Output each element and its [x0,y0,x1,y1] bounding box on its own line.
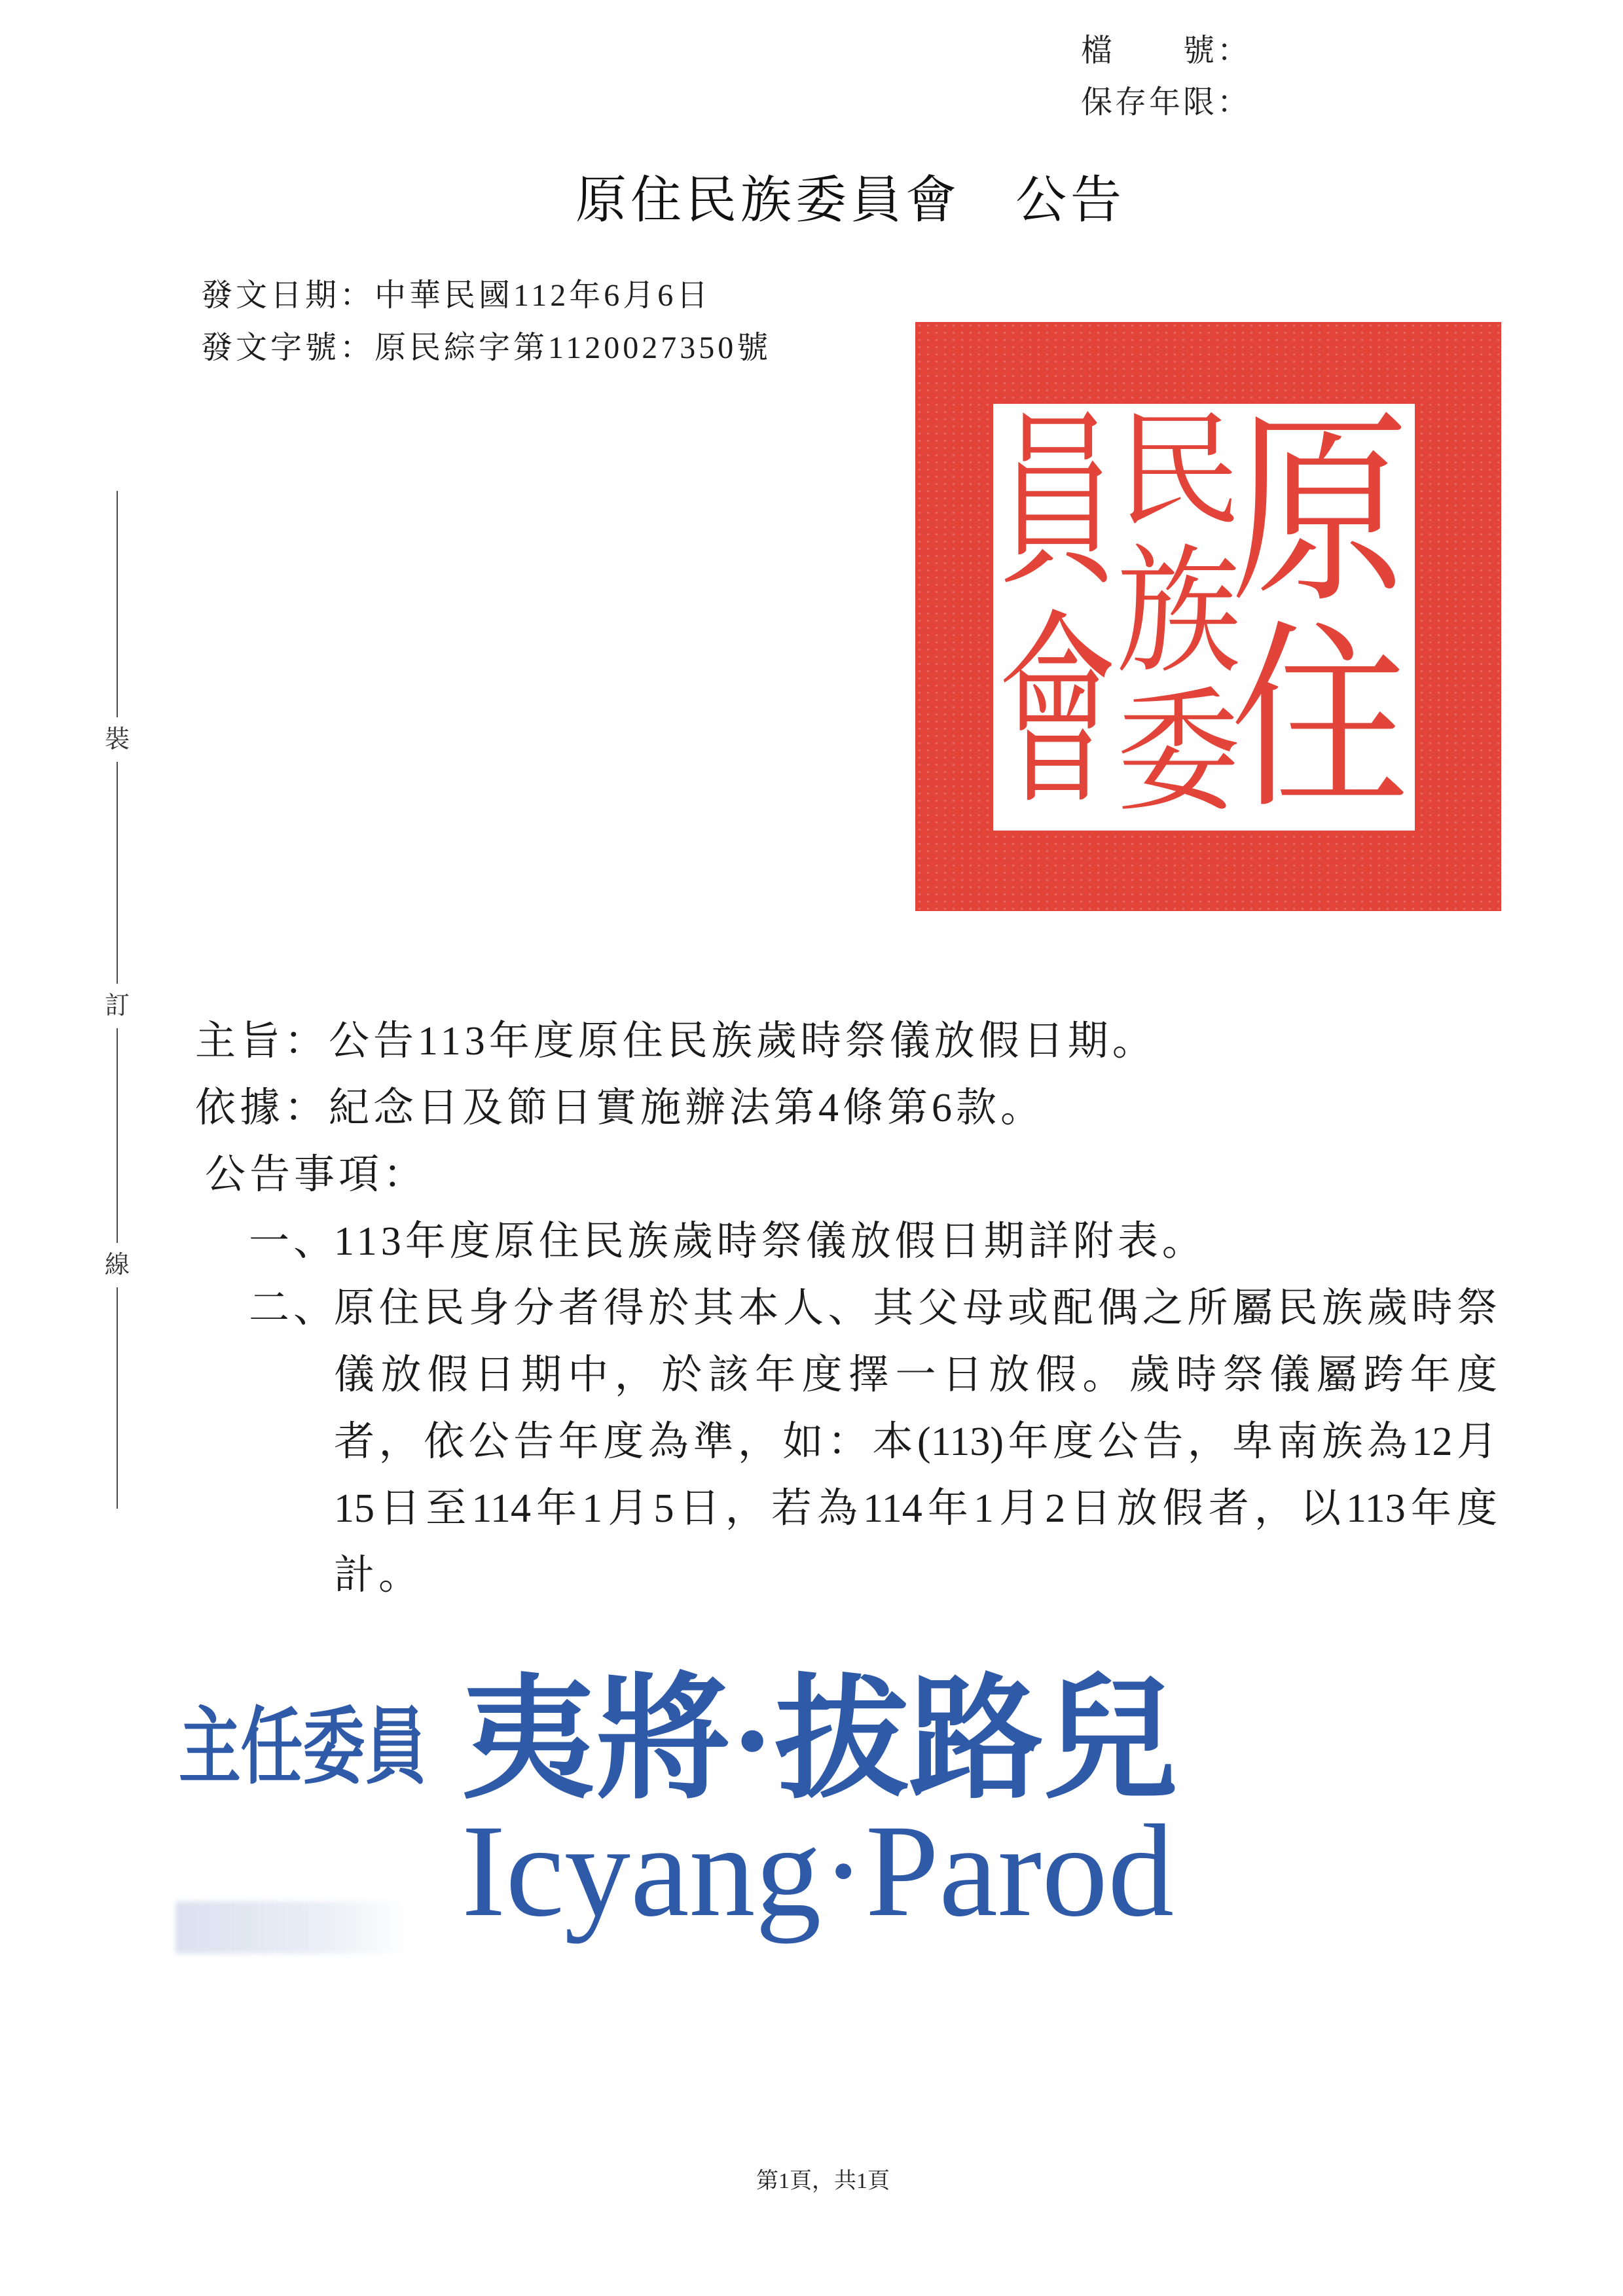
stamp-smudge [175,1901,411,1954]
seal-char: 委 [1116,673,1241,831]
issue-date [201,278,711,314]
retention-period-label: 保存年限： [1081,85,1252,120]
notice-item-line: 113年度原住民族歲時祭儀放假日期詳附表。 [334,1219,1207,1264]
subject-text: 公告113年度原住民族歲時祭儀放假日期。 [329,1019,1157,1064]
seal-char: 會 [998,592,1117,831]
notice-item-line: 者，依公告年度為準，如：本(113)年度公告，卑南族為12月 [334,1420,1497,1464]
notice-item-number: 一、 [249,1219,338,1264]
issue-date-label: 發文日期： [201,278,375,313]
issue-date-value: 中華民國112年6月6日 [374,278,712,313]
notice-item-line: 計。 [334,1553,424,1598]
basis-text: 紀念日及節日實施辦法第4條第6款。 [329,1086,1046,1130]
page-number: 第1頁，共1頁 [756,2169,890,2193]
signatory-title: 主任委員 [179,1701,427,1794]
seal-char: 原 [1230,404,1409,632]
basis-label: 依據： [195,1086,329,1130]
subject-label: 主旨： [195,1019,329,1064]
seal-char: 員 [998,404,1117,613]
issue-reference-label: 發文字號： [201,331,375,365]
binding-mark-xian: 線 [104,1243,130,1287]
binding-mark-zhuang: 裝 [104,717,130,762]
seal-face [993,404,1415,831]
title-document-type: 公告 [1015,171,1126,228]
notice-item-number: 二、 [249,1286,338,1331]
notice-item [195,1208,1504,1275]
notice-item [195,1275,1504,1609]
notice-item-line: 15日至114年1月5日，若為114年1月2日放假者，以113年度 [334,1486,1497,1531]
official-seal [915,322,1501,911]
signatory-name-chinese: 夷將·拔路兒 [462,1666,1178,1815]
seal-char: 族 [1116,531,1241,693]
notice-item-line: 原住民身分者得於其本人、其父母或配偶之所屬民族歲時祭 [334,1286,1497,1331]
document-title [575,171,1125,229]
notice-item-line: 儀放假日期中，於該年度擇一日放假。歲時祭儀屬跨年度 [334,1353,1497,1397]
binding-mark-ding: 訂 [104,984,130,1028]
issue-reference [201,330,771,367]
basis-row [195,1075,1504,1141]
notice-items-heading: 公告事項： [205,1153,428,1197]
announcement-body [195,1008,1504,1609]
title-organization: 原住民族委員會 [575,171,961,228]
signatory-name-romanized: Icyang·Parod [462,1797,1175,1944]
seal-char: 民 [1116,404,1241,543]
file-number-label: 檔 號： [1081,33,1252,68]
subject-row [195,1008,1504,1075]
issue-reference-value: 原民綜字第1120027350號 [374,331,772,365]
seal-char: 住 [1230,603,1409,831]
